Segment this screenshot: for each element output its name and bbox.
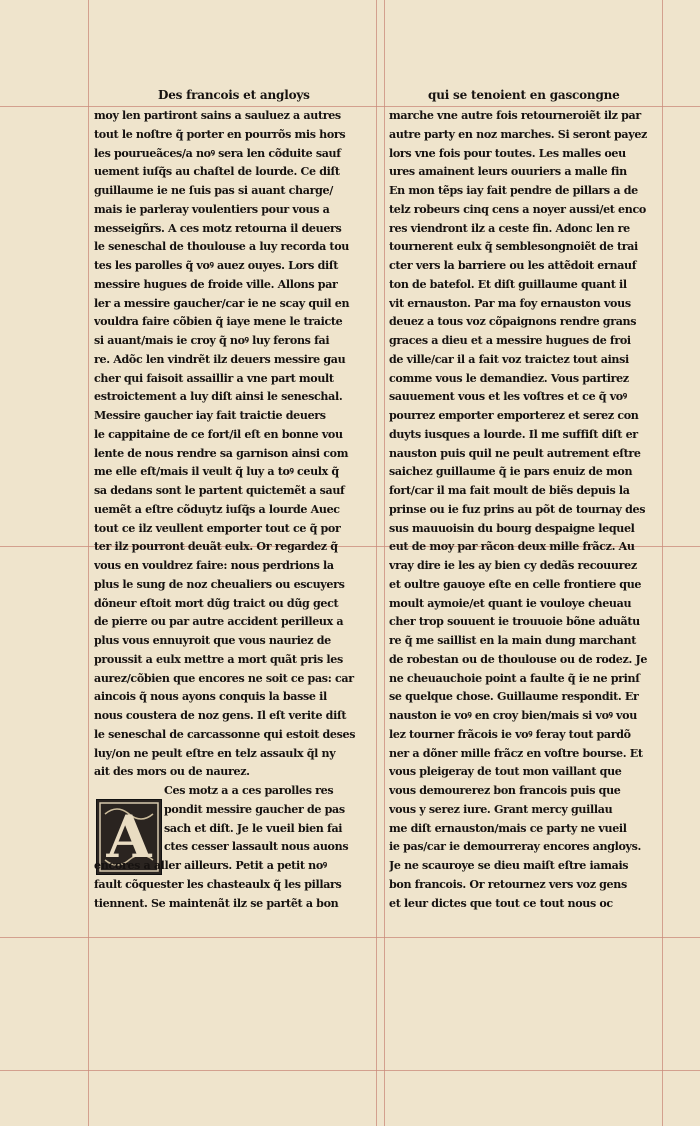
left-column (94, 107, 362, 913)
running-head-right: qui se tenoient en gascongne (428, 88, 620, 102)
text-line: et oultre gauoye eſte en celle frontiere que (389, 577, 642, 591)
text-line: se quelque chose. Guillaume respondit. Er (389, 690, 639, 704)
text-line: nous coustera de noz gens. Il eſt verite diſt (94, 709, 347, 722)
text-line: eut de moy par rãcon deux mille frãcz. Au (389, 540, 635, 554)
text-line: plus vous ennuyroit que vous nauriez de (94, 634, 331, 647)
text-line: ton de batefol. Et diſt guillaume quant il (389, 277, 627, 291)
text-line: vray dire ie les ay bien cy dedãs recouurez (389, 559, 637, 572)
text-line: nauston puis quil ne peult autrement eſtre (389, 446, 641, 460)
text-line: deuez a tous voz cõpaignons rendre grans (389, 315, 637, 329)
text-line: Ces motz a a ces parolles res (164, 784, 334, 797)
margin-rule (88, 0, 89, 1126)
text-line: ner a dõner mille frãcz en voſtre bourse. Et (389, 746, 643, 760)
text-line: fort/car il ma fait moult de biẽs depuis la (389, 484, 630, 497)
text-line: vit ernauston. Par ma foy ernauston vous (389, 296, 631, 310)
text-line: vous y serez iure. Grant mercy guillau (389, 802, 613, 816)
text-line: res viendront ilz a ceste fin. Adonc len re (389, 221, 630, 235)
text-line: sauuement vous et les voſtres et ce q̃ voꝰ (389, 390, 627, 404)
text-line: ctes cesser lassault nous auons (164, 840, 349, 854)
text-line: vous pleigeray de tout mon vaillant que (389, 765, 622, 779)
running-head-left: Des francois et angloys (158, 88, 310, 102)
text-line: moult aymoie/et quant ie vouloye cheuau (389, 596, 632, 610)
text-line: ter ilz pourront deuãt eulx. Or regardez q̃ (94, 540, 338, 554)
text-line: me elle eſt/mais il veult q̃ luy a toꝰ ceulx q̃ (94, 465, 339, 479)
text-line: duyts iusques a lourde. Il me suffiſt diſt er (389, 427, 638, 441)
text-line: tout ce ilz veullent emporter tout ce q̃ por (94, 521, 341, 535)
text-line: proussit a eulx mettre a mort quãt pris les (94, 652, 343, 666)
text-line: luy/on ne peult eſtre en telz assaulx q̃l ny (94, 746, 336, 760)
text-line: mais ie parleray voulentiers pour vous a (94, 202, 330, 216)
text-line: ures amainent leurs ouuriers a malle fin (389, 165, 627, 179)
initial-letter: A (106, 803, 152, 871)
text-line: de robestan ou de thoulouse ou de rodez. Je (389, 652, 648, 666)
text-line: tes les parolles q̃ voꝰ auez ouyes. Lors diſt (94, 259, 339, 272)
text-line: nauston ie voꝰ en croy bien/mais si voꝰ vou (389, 709, 637, 722)
text-line: fault cõquester les chasteaulx q̃ les pillars (94, 877, 342, 891)
text-line: messeigñrs. A ces motz retourna il deuers (94, 221, 342, 235)
text-line: bon francois. Or retournez vers voz gens (389, 877, 627, 891)
text-line: de pierre ou par autre accident perilleux a (94, 615, 344, 629)
text-line: dõneur eſtoit mort dũg traict ou dũg gect (94, 596, 339, 610)
text-line: re q̃ me saillist en la main dung marchant (389, 634, 637, 647)
text-line: plus le sung de noz cheualiers ou escuyers (94, 577, 345, 591)
text-line: lors vne fois pour toutes. Les malles oeu (389, 146, 626, 160)
text-line: lez tourner frãcois ie voꝰ feray tout pardõ (389, 727, 631, 741)
text-line: Messire gaucher iay fait traictie deuers (94, 409, 326, 422)
text-line: ler a messire gaucher/car ie ne scay quil en (94, 296, 350, 310)
text-line: me diſt ernauston/mais ce party ne vueil (389, 821, 627, 835)
text-line: ait des mors ou de naurez. (94, 765, 250, 779)
text-line: guillaume ie ne ſuis pas si auant charge/ (94, 184, 333, 197)
text-line: pondit messire gaucher de pas (164, 802, 345, 816)
text-line: En mon tẽps iay fait pendre de pillars a de (389, 184, 638, 197)
text-line: le cappitaine de ce fort/il eſt en bonne vou (94, 427, 343, 441)
text-line: les pourueãces/a noꝰ sera len cõduite sauf (94, 146, 341, 160)
text-line: telz robeurs cinq cens a noyer aussi/et enco (389, 202, 646, 216)
text-line: sach et diſt. Je le vueil bien fai (164, 821, 343, 835)
right-column (389, 107, 657, 913)
margin-rule (0, 937, 700, 938)
text-line: aincois q̃ nous ayons conquis la basse il (94, 690, 327, 704)
text-line: vous demourerez bon francois puis que (389, 784, 621, 797)
text-line: si auant/mais ie croy q̃ noꝰ luy ferons fai (94, 334, 330, 347)
text-line: uement iuſq̃s au chaſtel de lourde. Ce diſt (94, 165, 340, 179)
text-line: ie pas/car ie demourreray encores angloys. (389, 840, 642, 854)
text-line: vouldra faire cõbien q̃ iaye mene le traicte (94, 315, 343, 329)
text-line: pourrez emporter emporterez et serez con (389, 409, 639, 422)
text-line: vous en vouldrez faire: nous perdrions la (94, 559, 334, 572)
text-line: cher trop souuent ie trouuoie bõne aduãtu (389, 615, 640, 629)
text-line: cher qui faisoit assaillir a vne part moult (94, 371, 334, 385)
text-line: marche vne autre fois retourneroiẽt ilz par (389, 109, 641, 122)
text-line: graces a dieu et a messire hugues de froi (389, 334, 631, 347)
text-line: Je ne scauroye se dieu maiſt eſtre iamais (389, 859, 629, 872)
text-line: sa dedans sont le partent quictemẽt a sauf (94, 484, 345, 497)
text-line: messire hugues de froide ville. Allons par (94, 277, 338, 291)
text-line: et leur dictes que tout ce tout nous oc (389, 896, 613, 910)
text-line: de ville/car il a fait voz traictez tout ainsi (389, 352, 629, 366)
text-line: cter vers la barriere ou les attẽdoit ernauf (389, 259, 637, 272)
text-line: prinse ou ie fuz prins au põt de tournay des (389, 502, 646, 516)
text-line: comme vous le demandiez. Vous partirez (389, 371, 629, 385)
text-line: sus mauuoisin du bourg despaigne lequel (389, 521, 635, 535)
text-line: tiennent. Se maintenãt ilz se partẽt a bon (94, 896, 339, 910)
margin-rule (384, 0, 385, 1126)
text-line: le seneschal de thoulouse a luy recorda tou (94, 240, 349, 254)
text-line: aurez/cõbien que encores ne soit ce pas: car (94, 671, 354, 685)
text-line: tout le noſtre q̃ porter en pourrõs mis hors (94, 127, 346, 141)
text-line: ne cheuauchoie point a faulte q̃ ie ne prinſ (389, 671, 640, 685)
text-line: lente de nous rendre sa garnison ainsi com (94, 446, 349, 460)
margin-rule (662, 0, 663, 1126)
text-line: estroictement a luy diſt ainsi le seneschal. (94, 390, 343, 404)
text-line: moy len partiront sains a sauluez a autres (94, 109, 341, 122)
text-line: re. Adõc len vindrẽt ilz deuers messire gau (94, 352, 346, 366)
text-line: autre party en noz marches. Si seront payez (389, 127, 647, 141)
margin-rule (376, 0, 377, 1126)
text-line: uemẽt a eſtre cõduytz iuſq̃s a lourde Auec (94, 502, 340, 516)
text-line: saichez guillaume q̃ ie pars enuiz de mon (389, 465, 633, 479)
margin-rule (0, 1070, 700, 1071)
text-line: tournerent eulx q̃ semblesongnoiẽt de trai (389, 240, 638, 254)
text-line: encores a aller ailleurs. Petit a petit noꝰ (94, 859, 327, 872)
text-line: le seneschal de carcassonne qui estoit deses (94, 727, 356, 741)
